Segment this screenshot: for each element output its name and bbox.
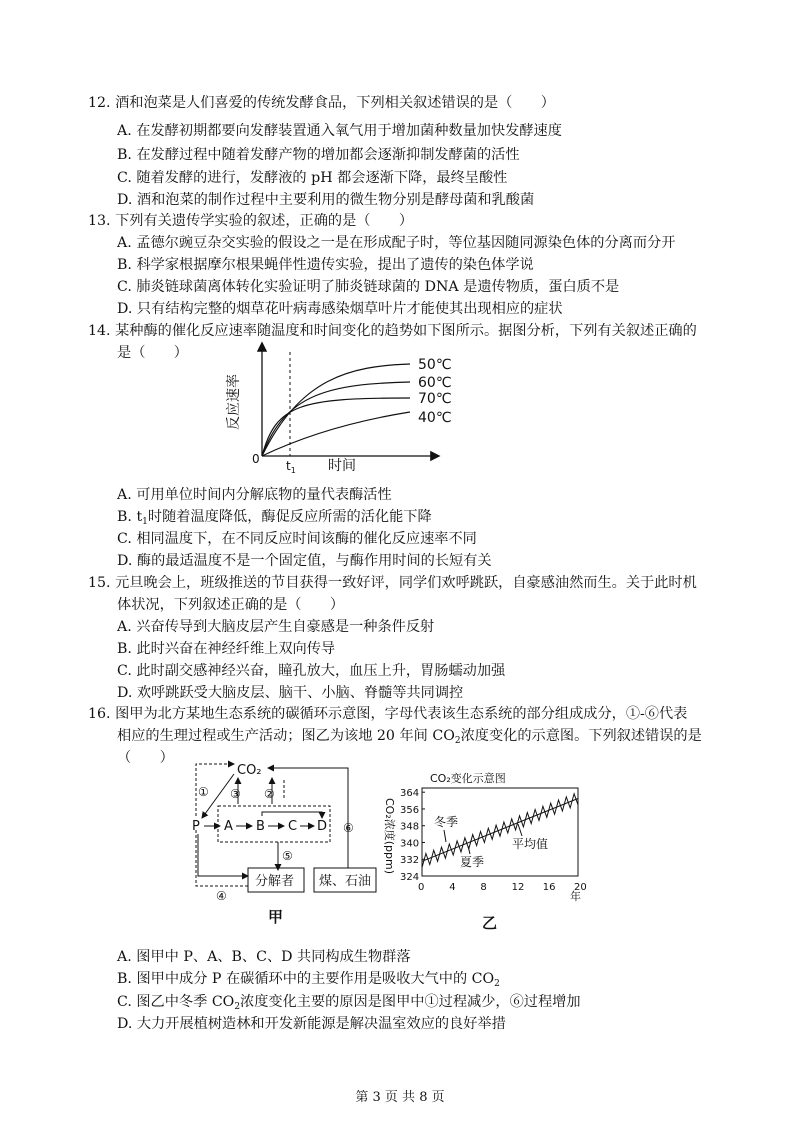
q15-option-c: C. 此时副交感神经兴奋，瞳孔放大，血压上升，胃肠蠕动加强 [117, 663, 506, 679]
enzyme-rate-chart [226, 338, 480, 478]
node-b: B [256, 819, 265, 834]
node-c: C [288, 819, 298, 834]
label-n5: ⑤ [282, 849, 293, 863]
q12-stem: 12. 酒和泡菜是人们喜爱的传统发酵食品，下列相关叙述错误的是（ ） [88, 95, 555, 111]
caption-jia: 甲 [268, 908, 284, 926]
series-label-40c: 40℃ [418, 410, 452, 426]
q15-option-a: A. 兴奋传导到大脑皮层产生自豪感是一种条件反射 [117, 619, 435, 635]
caption-yi: 乙 [482, 914, 498, 932]
x-tick-label: 20 [574, 882, 587, 893]
q14-option-b: B. $t_1$时随着温度降低，酶促反应所需的活化能下降 [117, 509, 432, 527]
q15-option-b: B. 此时兴奋在神经纤维上双向传导 [117, 641, 336, 657]
label-n3: ③ [230, 787, 241, 801]
q14-stem-line2: 是（ ） [117, 345, 188, 361]
q14-stem-line1: 14. 某种酶的催化反应速率随温度和时间变化的趋势如下图所示。据图分析，下列有关叙述正确的 [88, 323, 697, 339]
q15-stem-line1: 15. 元旦晚会上，班级推送的节目获得一致好评，同学们欢呼跳跃，自豪感油然而生。关于此时机 [88, 575, 697, 591]
label-n6: ⑥ [343, 821, 354, 835]
arrow-b-to-d-top [262, 812, 322, 818]
q14-option-d: D. 酶的最适温度不是一个固定值，与酶作用时间的长短有关 [117, 553, 492, 569]
q14-option-c: C. 相同温度下，在不同反应时间该酶的催化反应速率不同 [117, 531, 477, 547]
curve-70c [262, 398, 410, 456]
y-tick-label: 356 [400, 804, 420, 816]
label-n1: ① [198, 785, 209, 799]
label-n4: ④ [216, 889, 227, 903]
label-summer: 夏季 [460, 855, 485, 869]
chart2-x-unit: 年 [570, 890, 581, 903]
node-p: P [192, 819, 200, 834]
co2-average-line [422, 798, 578, 861]
chart1-x-label: 时间 [328, 458, 356, 474]
co2-change-chart [382, 770, 592, 936]
chart1-t1-label: $t_1$ [286, 459, 296, 475]
curve-50c [262, 364, 410, 456]
q14-option-a: A. 可用单位时间内分解底物的量代表酶活性 [117, 487, 392, 503]
y-tick-label: 324 [400, 872, 420, 883]
q16-option-b: B. 图甲中成分 P 在碳循环中的主要作用是吸收大气中的 $CO_2$ [117, 971, 500, 989]
q13-option-b: B. 科学家根据摩尔根果蝇伴性遗传实验，提出了遗传的染色体学说 [117, 257, 534, 273]
label-average: 平均值 [512, 837, 549, 851]
chart2-y-label: CO₂浓度(ppm) [383, 798, 396, 875]
x-tick-label: 4 [449, 882, 456, 893]
node-decomposer: 分解者 [255, 874, 295, 889]
q16-option-a: A. 图甲中 P、A、B、C、D 共同构成生物群落 [117, 949, 411, 965]
chart1-y-label: 反应速率 [226, 374, 242, 430]
series-label-60c: 60℃ [418, 375, 452, 391]
x-tick-label: 0 [418, 882, 425, 893]
x-tick-label: 16 [542, 882, 556, 893]
arrow-average [518, 824, 522, 836]
chart2-frame [422, 788, 578, 876]
q12-option-a: A. 在发酵初期都要向发酵装置通入氧气用于增加菌种数量加快发酵速度 [117, 123, 562, 139]
q13-option-a: A. 孟德尔豌豆杂交实验的假设之一是在形成配子时，等位基因随同源染色体的分离而分开 [117, 235, 676, 251]
q15-option-d: D. 欢呼跳跃受大脑皮层、脑干、小脑、脊髓等共同调控 [117, 685, 464, 701]
q12-option-d: D. 酒和泡菜的制作过程中主要利用的微生物分别是酵母菌和乳酸菌 [117, 192, 535, 208]
node-a: A [224, 819, 233, 834]
label-n2: ② [264, 787, 275, 801]
chart1-origin: 0 [252, 452, 260, 466]
arrow-winter [444, 830, 446, 842]
consumer-box [218, 806, 330, 842]
x-tick-label: 12 [511, 882, 525, 893]
q16-option-d: D. 大力开展植树造林和开发新能源是解决温室效应的良好举措 [117, 1016, 506, 1032]
q13-stem: 13. 下列有关遗传学实验的叙述，正确的是（ ） [88, 213, 414, 229]
label-winter: 冬季 [434, 815, 459, 829]
x-tick-label: 8 [480, 882, 487, 893]
y-tick-label: 332 [400, 855, 420, 867]
co2-series-line [422, 794, 578, 868]
carbon-cycle-diagram [182, 760, 382, 932]
q12-option-b: B. 在发酵过程中随着发酵产物的增加都会逐渐抑制发酵菌的活性 [117, 147, 520, 163]
node-co2: CO₂ [237, 763, 262, 778]
node-d: D [317, 819, 328, 834]
page-footer: 第 3 页 共 8 页 [355, 1090, 445, 1105]
y-tick-label: 364 [400, 788, 420, 800]
y-tick-label: 348 [400, 821, 420, 833]
node-coal-oil: 煤、石油 [319, 874, 372, 889]
q12-option-c: C. 随着发酵的进行，发酵液的 pH 都会逐渐下降，最终呈酸性 [117, 170, 508, 186]
q16-option-c: C. 图乙中冬季 $CO_2$浓度变化主要的原因是图甲中①过程减少，⑥过程增加 [117, 994, 581, 1012]
q16-stem-line3: （ ） [117, 750, 174, 766]
q15-stem-line2: 体状况，下列叙述正确的是（ ） [117, 597, 345, 613]
arrow-coal-to-co2 [268, 768, 348, 868]
series-label-70c: 70℃ [418, 391, 452, 407]
q13-option-c: C. 肺炎链球菌离体转化实验证明了肺炎链球菌的 DNA 是遗传物质，蛋白质不是 [117, 279, 620, 295]
arrow-p-to-decomposer [198, 834, 248, 876]
y-tick-label: 340 [400, 838, 420, 850]
q16-stem-line2: 相应的生理过程或生产活动；图乙为该地 20 年间 $CO_2$浓度变化的示意图。下列叙述错误的是 [117, 728, 702, 746]
q16-stem-line1: 16. 图甲为北方某地生态系统的碳循环示意图，字母代表该生态系统的部分组成成分，①-⑥代表 [88, 706, 688, 722]
q13-option-d: D. 只有结构完整的烟草花叶病毒感染烟草叶片才能使其出现相应的症状 [117, 301, 563, 317]
chart2-title: CO₂变化示意图 [430, 772, 506, 785]
series-label-50c: 50℃ [418, 357, 452, 373]
